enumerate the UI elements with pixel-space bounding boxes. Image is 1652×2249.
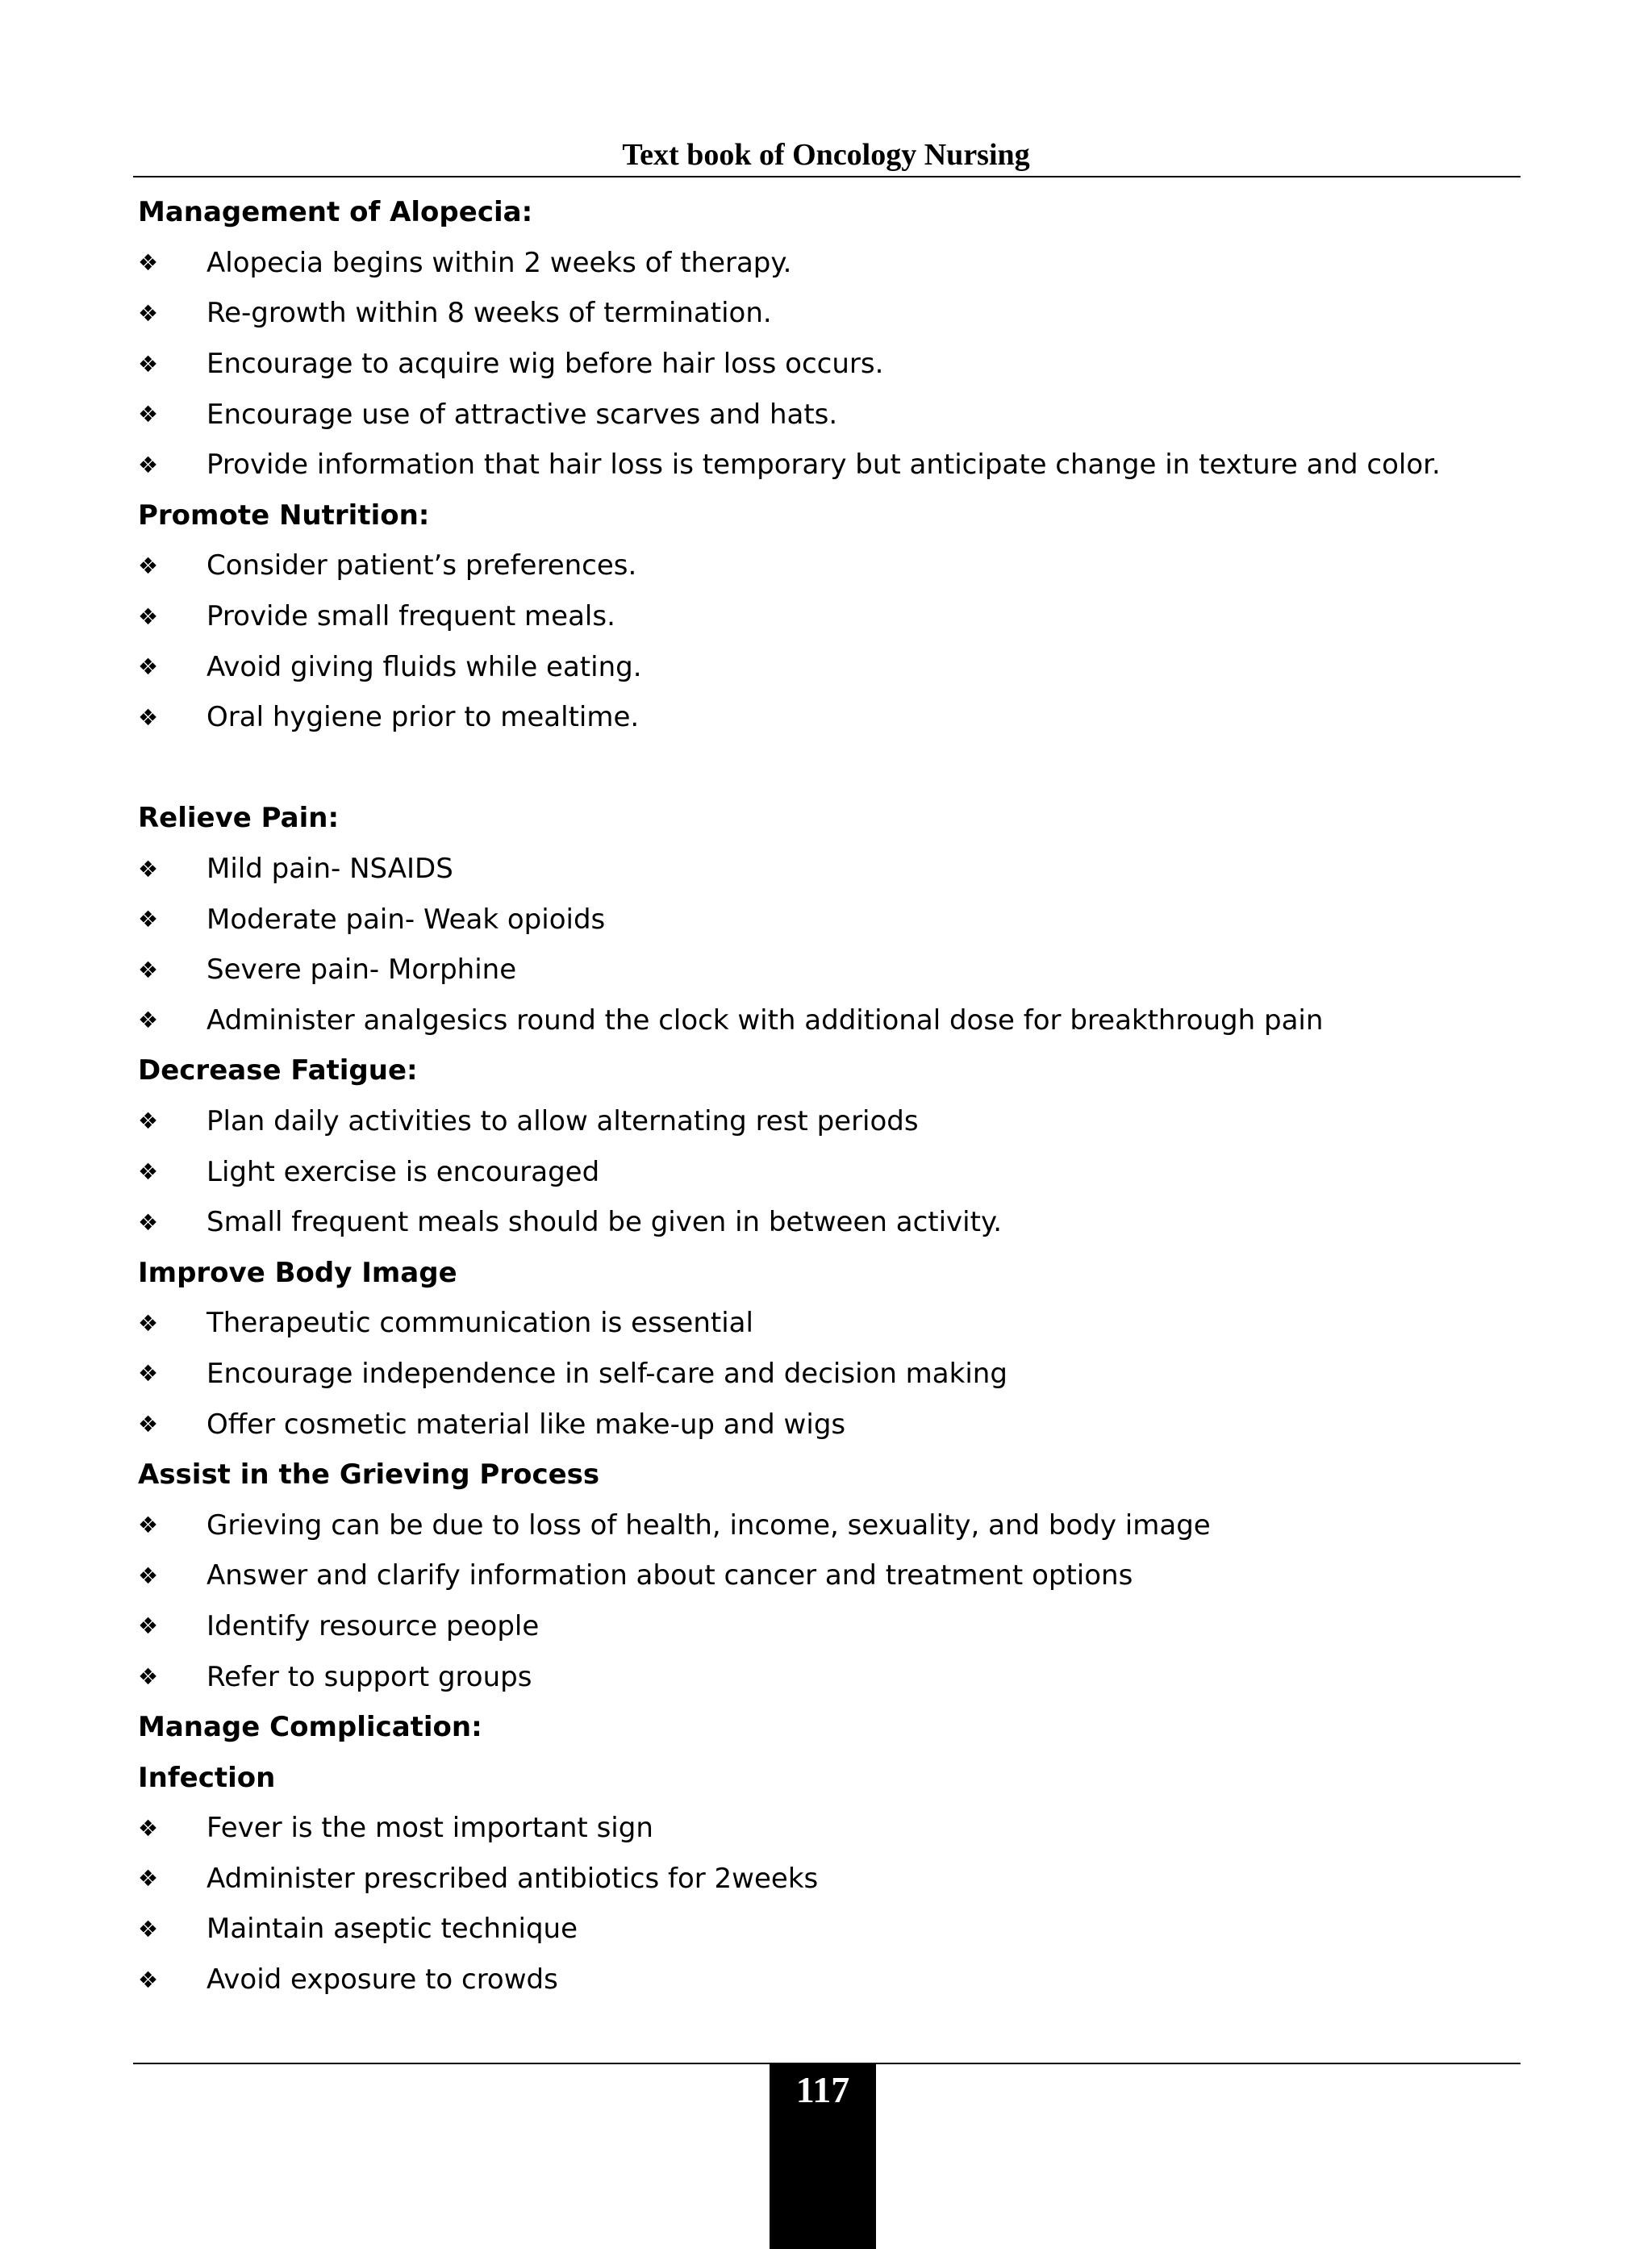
diamond-bullet-icon: ❖ — [138, 906, 159, 933]
list-item-text: Mild pain- NSAIDS — [206, 853, 453, 886]
diamond-bullet-icon: ❖ — [138, 451, 159, 478]
list-item-text: Plan daily activities to allow alternating rest periods — [206, 1104, 919, 1137]
diamond-bullet-icon: ❖ — [138, 299, 159, 327]
running-title: Text book of Oncology Nursing — [622, 138, 1030, 172]
list-item — [138, 1904, 1509, 1955]
list-item — [138, 1651, 1509, 1702]
diamond-bullet-icon: ❖ — [138, 249, 159, 277]
list-item — [138, 1298, 1509, 1349]
list-item-text: Light exercise is encouraged — [206, 1155, 600, 1188]
list-item-text: Moderate pain- Weak opioids — [206, 903, 606, 936]
list-item — [138, 1854, 1509, 1905]
section-heading: Improve Body Image — [138, 1256, 457, 1289]
header-rule — [133, 176, 1521, 177]
list-item — [138, 288, 1509, 339]
list-item-text: Encourage use of attractive scarves and hats. — [206, 398, 838, 431]
list-item — [138, 591, 1509, 642]
diamond-bullet-icon: ❖ — [138, 350, 159, 378]
list-item-text: Administer prescribed antibiotics for 2weeks — [206, 1862, 819, 1895]
diamond-bullet-icon: ❖ — [138, 401, 159, 428]
diamond-bullet-icon: ❖ — [138, 1108, 159, 1135]
list-item-text: Consider patient’s preferences. — [206, 549, 637, 582]
diamond-bullet-icon: ❖ — [138, 1512, 159, 1539]
list-item — [138, 1550, 1509, 1601]
diamond-bullet-icon: ❖ — [138, 1007, 159, 1034]
diamond-bullet-icon: ❖ — [138, 603, 159, 630]
list-item-text: Avoid exposure to crowds — [206, 1963, 558, 1997]
blank-line — [138, 743, 1509, 794]
page-body — [138, 187, 1509, 2005]
diamond-bullet-icon: ❖ — [138, 653, 159, 681]
list-item — [138, 1955, 1509, 2005]
diamond-bullet-icon: ❖ — [138, 1411, 159, 1438]
page-number: 117 — [795, 2069, 850, 2110]
list-item-text: Provide information that hair loss is temporary but anticipate change in texture and color. — [206, 449, 1441, 482]
list-item — [138, 1146, 1509, 1197]
diamond-bullet-icon: ❖ — [138, 1865, 159, 1892]
list-item-text: Oral hygiene prior to mealtime. — [206, 701, 640, 734]
diamond-bullet-icon: ❖ — [138, 1562, 159, 1589]
section-heading: Promote Nutrition: — [138, 499, 430, 532]
list-item-text: Maintain aseptic technique — [206, 1913, 578, 1946]
list-item-text: Encourage independence in self-care and decision making — [206, 1357, 1007, 1390]
list-item-text: Alopecia begins within 2 weeks of therapy. — [206, 246, 792, 279]
list-item — [138, 1197, 1509, 1248]
list-item-text: Administer analgesics round the clock with additional dose for breakthrough pain — [206, 1003, 1324, 1037]
list-item — [138, 238, 1509, 289]
diamond-bullet-icon: ❖ — [138, 956, 159, 983]
list-item-text: Provide small frequent meals. — [206, 600, 615, 633]
diamond-bullet-icon: ❖ — [138, 1309, 159, 1337]
list-item-text: Grieving can be due to loss of health, income, sexuality, and body image — [206, 1508, 1211, 1542]
section-heading: Decrease Fatigue: — [138, 1054, 418, 1087]
list-item — [138, 945, 1509, 995]
list-item — [138, 1500, 1509, 1550]
list-item — [138, 844, 1509, 895]
section-heading: Infection — [138, 1761, 276, 1794]
section-heading: Management of Alopecia: — [138, 196, 533, 229]
list-item-text: Answer and clarify information about cancer and treatment options — [206, 1559, 1133, 1592]
list-item — [138, 1096, 1509, 1147]
list-item-text: Refer to support groups — [206, 1660, 532, 1693]
list-item — [138, 1349, 1509, 1400]
list-item — [138, 389, 1509, 440]
section-heading: Manage Complication: — [138, 1711, 482, 1744]
diamond-bullet-icon: ❖ — [138, 1360, 159, 1387]
list-item-text: Avoid giving fluids while eating. — [206, 650, 642, 683]
list-item-text: Severe pain- Morphine — [206, 953, 517, 987]
list-item — [138, 692, 1509, 743]
diamond-bullet-icon: ❖ — [138, 1966, 159, 1993]
diamond-bullet-icon: ❖ — [138, 1915, 159, 1942]
section-heading: Relieve Pain: — [138, 802, 340, 835]
list-item — [138, 1803, 1509, 1854]
diamond-bullet-icon: ❖ — [138, 1613, 159, 1640]
list-item — [138, 995, 1509, 1046]
list-item — [138, 894, 1509, 945]
list-item-text: Encourage to acquire wig before hair loss occurs. — [206, 348, 884, 381]
list-item-text: Therapeutic communication is essential — [206, 1307, 753, 1340]
list-item-text: Offer cosmetic material like make-up and wigs — [206, 1408, 846, 1441]
diamond-bullet-icon: ❖ — [138, 855, 159, 882]
list-item — [138, 1399, 1509, 1450]
section-heading: Assist in the Grieving Process — [138, 1458, 600, 1492]
diamond-bullet-icon: ❖ — [138, 1814, 159, 1842]
list-item-text: Re-growth within 8 weeks of termination. — [206, 297, 772, 330]
list-item-text: Small frequent meals should be given in between activity. — [206, 1206, 1003, 1239]
list-item — [138, 440, 1509, 490]
list-item — [138, 1601, 1509, 1652]
diamond-bullet-icon: ❖ — [138, 1663, 159, 1691]
list-item-text: Fever is the most important sign — [206, 1812, 653, 1845]
list-item-text: Identify resource people — [206, 1609, 540, 1642]
diamond-bullet-icon: ❖ — [138, 703, 159, 731]
diamond-bullet-icon: ❖ — [138, 1158, 159, 1186]
diamond-bullet-icon: ❖ — [138, 552, 159, 579]
list-item — [138, 540, 1509, 591]
diamond-bullet-icon: ❖ — [138, 1208, 159, 1236]
list-item — [138, 339, 1509, 390]
list-item — [138, 641, 1509, 692]
